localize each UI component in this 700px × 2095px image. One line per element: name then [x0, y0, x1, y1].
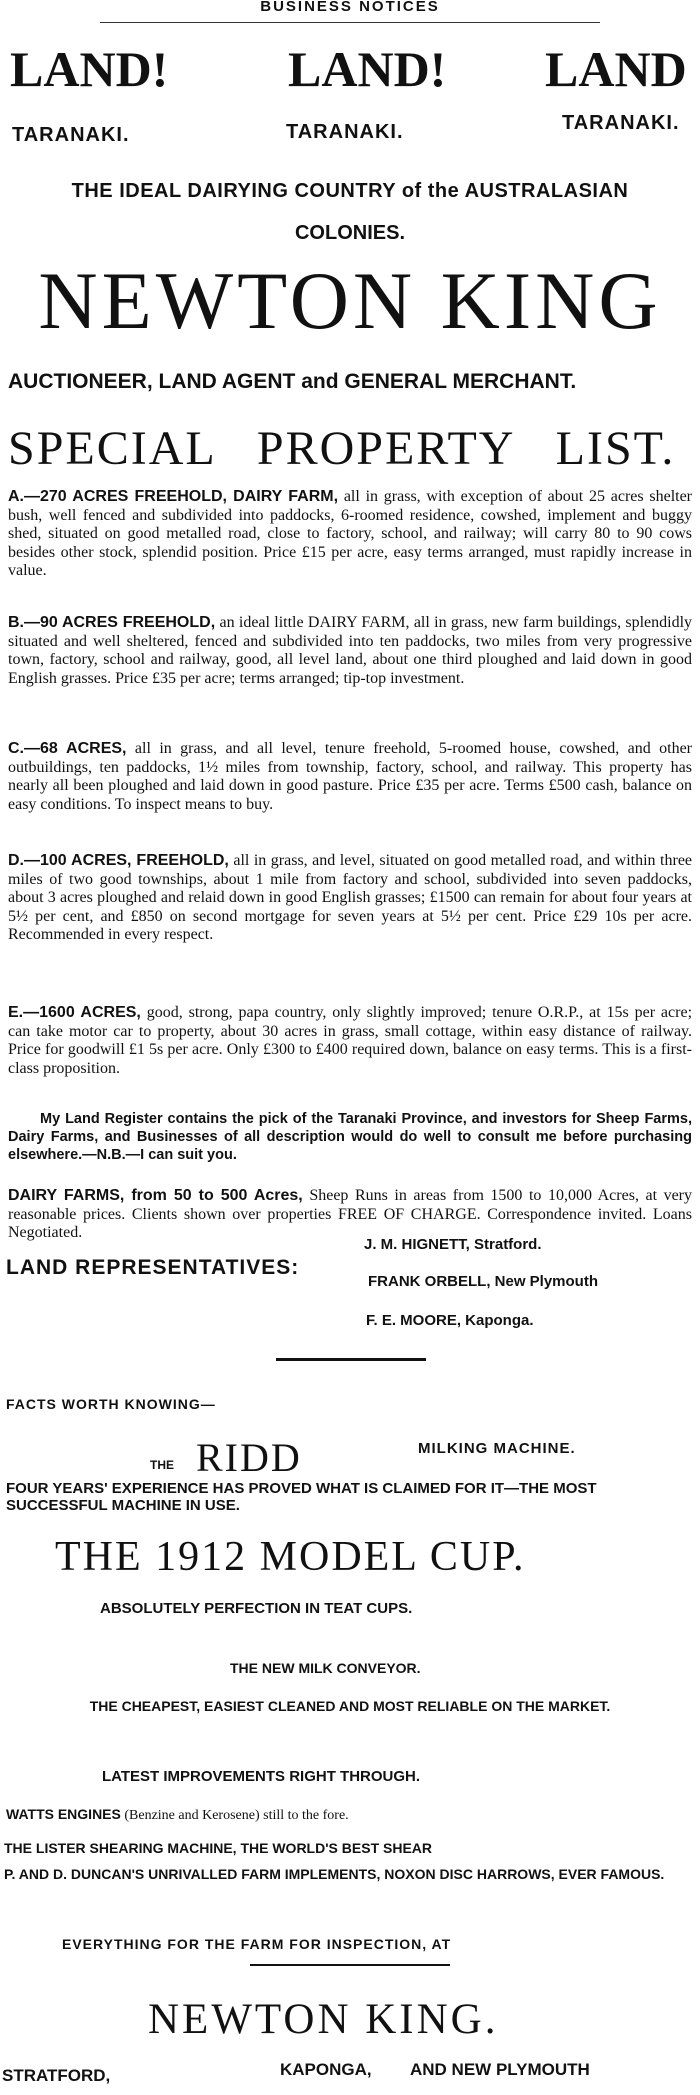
footer-town-kaponga: KAPONGA, — [280, 2060, 372, 2079]
header-rule — [100, 22, 600, 23]
section-title: BUSINESS NOTICES — [260, 0, 440, 15]
region-left: TARANAKI. — [12, 124, 130, 146]
property-c — [8, 740, 692, 814]
representative-hignett: J. M. HIGNETT, Stratford. — [364, 1236, 542, 1253]
property-d-body: all in grass, and level, situated on good metalled road, and within three miles of two good townships, about 1 mile from factory and school, subdivided into seven paddocks, about 3 acres ploughed and relaid down in good English grasses; £1500 can remain for about four years at 5½ per cent, and £850 on second mortgage for seven years at 5½ per cent. Price £29 10s per acre. Recommended in every respect. — [8, 852, 693, 944]
property-a-heading: A.—270 ACRES FREEHOLD, DAIRY FARM, — [8, 488, 339, 505]
watts-engines-line — [6, 1806, 349, 1824]
dairy-farms-body: Sheep Runs in areas from 1500 to 10,000 Acres, at very reasonable prices. Clients shown over properties FREE OF CHARGE. Correspondence invited. Loans Negotiated. — [8, 1187, 693, 1242]
facts-intro: FACTS WORTH KNOWING— — [6, 1396, 216, 1412]
footer-town-stratford: STRATFORD, — [2, 2066, 111, 2085]
representative-moore: F. E. MOORE, Kaponga. — [366, 1312, 534, 1329]
list-title: SPECIAL PROPERTY LIST. — [8, 422, 676, 475]
representative-orbell: FRANK ORBELL, New Plymouth — [368, 1273, 599, 1290]
teat-cups-line: ABSOLUTELY PERFECTION IN TEAT CUPS. — [100, 1600, 413, 1617]
footer-firm-name: NEWTON KING. — [148, 1996, 499, 2043]
land-register-notice: My Land Register contains the pick of the Taranaki Province, and investors for Sheep Farms, Dairy Farms, and Businesses of all description would do well to consult me before purchasing elsewhere.—N.B.—I can suit you. — [8, 1111, 692, 1163]
section-divider — [276, 1358, 426, 1361]
latest-improvements-line: LATEST IMPROVEMENTS RIGHT THROUGH. — [102, 1768, 421, 1785]
property-a-body: all in grass, with exception of about 25 acres shelter bush, well fenced and subdivided into paddocks, 6-roomed residence, cowshed, implement and buggy shed, situated on good metalled road, close to factory, school, and railway; will carry 80 to 90 cows besides other stock, splendid position. Price £15 per acre, easy terms arranged, must rapidly increase in value. — [8, 488, 693, 580]
lister-line: THE LISTER SHEARING MACHINE, THE WORLD'S BEST SHEAR — [4, 1840, 433, 1856]
property-e-heading: E.—1600 ACRES, — [8, 1004, 141, 1021]
property-e — [8, 1004, 692, 1078]
property-b — [8, 614, 692, 688]
ridd-experience: FOUR YEARS' EXPERIENCE HAS PROVED WHAT IS CLAIMED FOR IT—THE MOST SUCCESSFUL MACHINE IN USE. — [6, 1480, 597, 1514]
milk-conveyor-line: THE NEW MILK CONVEYOR. — [230, 1660, 421, 1676]
dairy-farms-notice — [8, 1187, 692, 1243]
land-heading-left: LAND! — [10, 41, 169, 97]
model-cup-heading: THE 1912 MODEL CUP. — [55, 1534, 526, 1580]
watts-engines-body: (Benzine and Kerosene) still to the fore. — [124, 1808, 349, 1823]
footer-town-new-plymouth: AND NEW PLYMOUTH — [410, 2060, 590, 2079]
property-c-body: all in grass, and all level, tenure freehold, 5-roomed house, cowshed, and other outbuildings, ten paddocks, 1½ miles from township, factory, school, and railway. This property has nearly all been ploughed and laid down in good pasture. Price £35 per acre. Terms £500 cash, balance on easy conditions. To inspect means to buy. — [8, 740, 693, 813]
land-heading-right: LAND — [545, 41, 687, 97]
property-c-heading: C.—68 ACRES, — [8, 740, 127, 757]
property-d — [8, 852, 692, 945]
property-e-body: good, strong, papa country, only slightly improved; tenure O.R.P., at 15s per acre; can take motor car to property, about 30 acres in grass, small cottage, within easy distance of railway. Price for goodwill £1 5s per acre. Only £300 to £400 required down, balance on easy terms. This is a first-class proposition. — [8, 1004, 693, 1077]
everything-line: EVERYTHING FOR THE FARM FOR INSPECTION, AT — [62, 1936, 452, 1952]
ridd-milking-machine: MILKING MACHINE. — [418, 1440, 576, 1457]
duncan-line: P. AND D. DUNCAN'S UNRIVALLED FARM IMPLEMENTS, NOXON DISC HARROWS, EVER FAMOUS. — [4, 1866, 665, 1882]
ridd-the: THE — [150, 1458, 174, 1472]
cheapest-line: THE CHEAPEST, EASIEST CLEANED AND MOST RELIABLE ON THE MARKET. — [89, 1698, 611, 1714]
property-b-heading: B.—90 ACRES FREEHOLD, — [8, 614, 216, 631]
property-a — [8, 488, 692, 581]
dairy-farms-heading: DAIRY FARMS, from 50 to 500 Acres, — [8, 1187, 303, 1204]
footer-rule — [250, 1964, 450, 1966]
firm-name: NEWTON KING — [38, 255, 662, 346]
tagline-line1: THE IDEAL DAIRYING COUNTRY of the AUSTRALASIAN — [71, 180, 629, 202]
tagline-line2: COLONIES. — [294, 222, 405, 244]
land-heading-center: LAND! — [288, 41, 447, 97]
firm-role: AUCTIONEER, LAND AGENT and GENERAL MERCHANT. — [8, 370, 577, 393]
ridd-brand: RIDD — [196, 1435, 302, 1480]
region-center: TARANAKI. — [286, 121, 404, 143]
region-right: TARANAKI. — [562, 112, 680, 134]
watts-engines-heading: WATTS ENGINES — [6, 1806, 121, 1822]
land-representatives-label: LAND REPRESENTATIVES: — [6, 1256, 300, 1279]
property-d-heading: D.—100 ACRES, FREEHOLD, — [8, 852, 229, 869]
property-b-body: an ideal little DAIRY FARM, all in grass, new farm buildings, splendidly situated and well sheltered, fenced and subdivided into ten paddocks, two miles from very progressive town, factory, school and railway, good, all level land, about one third ploughed and laid down in good English grasses. Price £35 per acre; terms arranged; tip-top investment. — [8, 614, 693, 687]
